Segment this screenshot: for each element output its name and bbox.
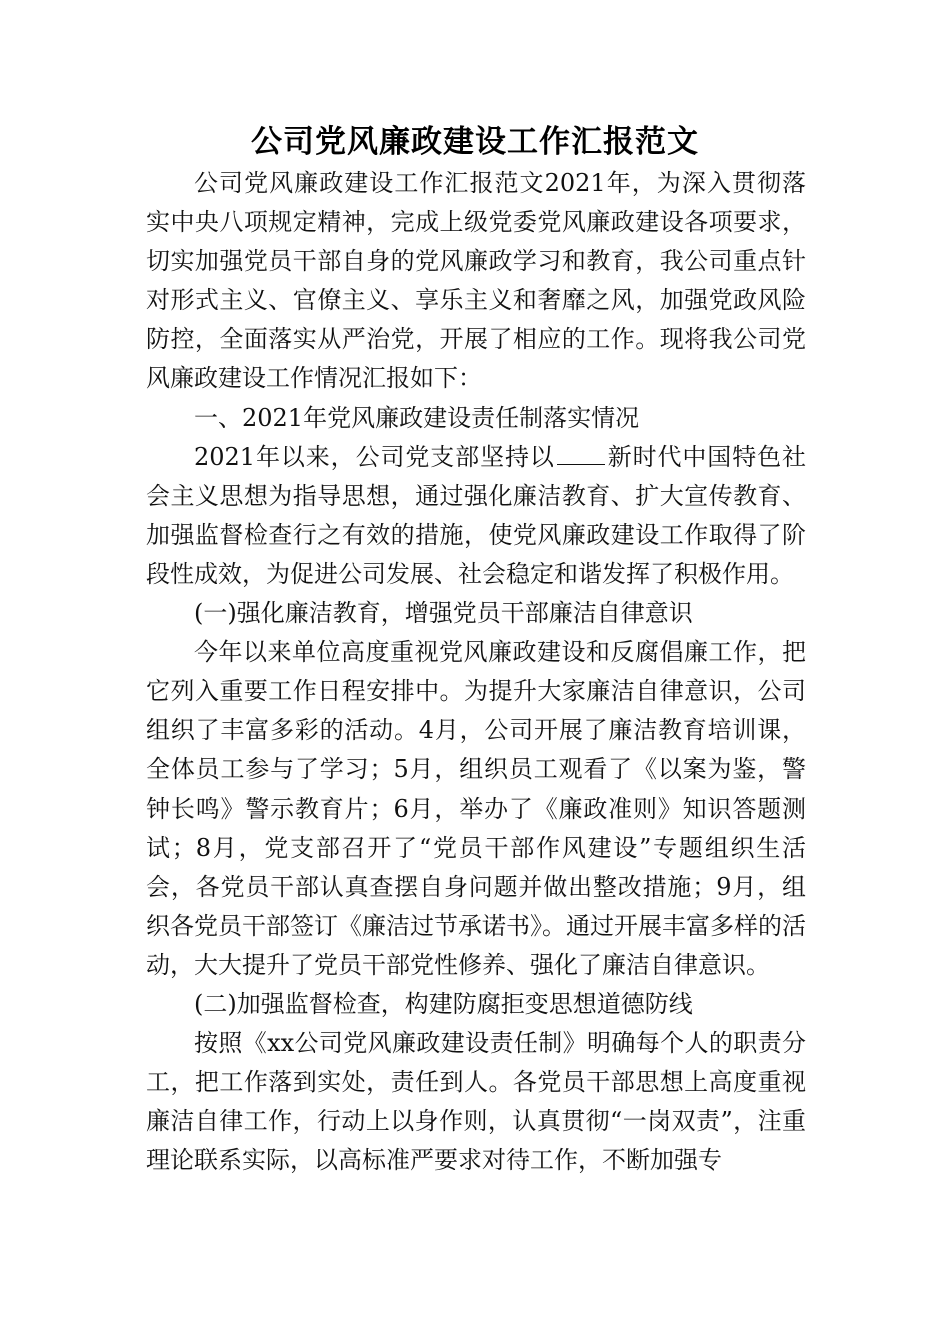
subsection-heading-2: (二)加强监督检查，构建防腐拒变思想道德防线 bbox=[194, 989, 693, 1018]
section-1-text-after-blank: 新时代中国特色社会主义思想为指导思想，通过强化廉洁教育、扩大宣传教育、加强监督检查行之有效的措施，使党风廉政建设工作取得了阶段性成效，为促进公司发展、社会稳定和谐发挥了积极作用。 bbox=[146, 442, 807, 588]
section-heading-1: 一、2021年党风廉政建设责任制落实情况 bbox=[194, 403, 640, 432]
subsection-heading-1: (一)强化廉洁教育，增强党员干部廉洁自律意识 bbox=[194, 599, 693, 628]
document-title: 公司党风廉政建设工作汇报范文 bbox=[251, 124, 699, 160]
section-1-text-before-blank: 2021年以来，公司党支部坚持以 bbox=[194, 442, 555, 471]
section-1-paragraph bbox=[146, 438, 806, 594]
fill-in-blank bbox=[557, 442, 605, 465]
subsection-2-paragraph: 按照《xx公司党风廉政建设责任制》明确每个人的职责分工，把工作落到实处，责任到人。各党员干部思想上高度重视廉洁自律工作，行动上以身作则，认真贯彻“一岗双责”，注重理论联系实际，以高标准严要求对待工作，不断加强专 bbox=[146, 1029, 806, 1175]
intro-paragraph: 公司党风廉政建设工作汇报范文2021年，为深入贯彻落实中央八项规定精神，完成上级党委党风廉政建设各项要求，切实加强党员干部自身的党风廉政学习和教育，我公司重点针对形式主义、官僚主义、享乐主义和奢靡之风，加强党政风险防控，全面落实从严治党，开展了相应的工作。现将我公司党风廉政建设工作情况汇报如下： bbox=[146, 169, 806, 393]
document-body bbox=[146, 164, 806, 1180]
subsection-1-paragraph: 今年以来单位高度重视党风廉政建设和反腐倡廉工作，把它列入重要工作日程安排中。为提升大家廉洁自律意识，公司组织了丰富多彩的活动。4月，公司开展了廉洁教育培训课，全体员工参与了学习；5月，组织员工观看了《以案为鉴，警钟长鸣》警示教育片；6月，举办了《廉政准则》知识答题测试；8月，党支部召开了“党员干部作风建设”专题组织生活会，各党员干部认真查摆自身问题并做出整改措施；9月，组织各党员干部签订《廉洁过节承诺书》。通过开展丰富多样的活动，大大提升了党员干部党性修养、强化了廉洁自律意识。 bbox=[146, 638, 806, 979]
